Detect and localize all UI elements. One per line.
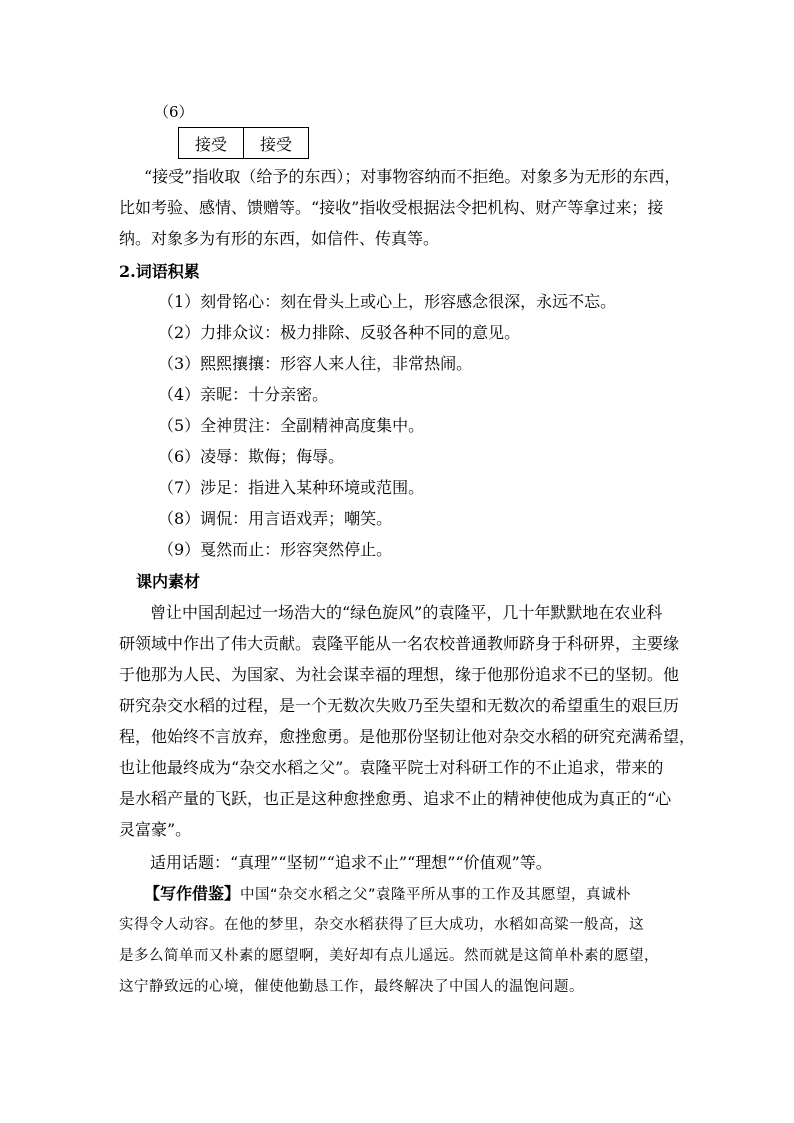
material-line: 程，他始终不言放弃，愈挫愈勇。是他那份坚韧让他对杂交水稻的研究充满希望，	[119, 727, 696, 746]
material-line: 研究杂交水稻的过程，是一个无数次失败乃至失望和无数次的希望重生的艰巨历	[119, 696, 680, 715]
vocab-item: （3）熙熙攘攘：形容人来人往，非常热闹。	[158, 354, 473, 373]
writing-reference-line	[144, 884, 631, 905]
writing-reference-line: 是多么简单而又朴素的愿望啊，美好却有点儿遥远。然而就是这简单朴素的愿望，	[119, 948, 659, 964]
section-6-label: （6）	[154, 103, 194, 121]
material-line: 于他那为人民、为国家、为社会谋幸福的理想，缘于他那份追求不已的坚韧。他	[119, 665, 680, 684]
vocab-heading: 2.词语积累	[119, 262, 200, 281]
vocab-item: （4）亲昵：十分亲密。	[158, 385, 329, 404]
applicable-topics: 适用话题：“真理”“坚韧”“追求不止”“理想”“价值观”等。	[150, 853, 552, 872]
writing-reference-line: 实得令人动容。在他的梦里，杂交水稻获得了巨大成功，水稻如高粱一般高，这	[119, 917, 644, 933]
vocab-item: （6）凌辱：欺侮；侮辱。	[158, 447, 345, 466]
writing-reference-tag: 【写作借鉴】	[144, 884, 241, 903]
material-line: 曾让中国刮起过一场浩大的“绿色旋风”的袁隆平，几十年默默地在农业科	[150, 603, 663, 622]
word-cell-1: 接受	[179, 128, 244, 159]
word-cell-2: 接受	[244, 128, 309, 159]
vocab-item: （7）涉足：指进入某种环境或范围。	[158, 478, 425, 497]
material-line: 研领域中作出了伟大贡献。袁隆平能从一名农校普通教师跻身于科研界，主要缘	[119, 634, 680, 653]
vocab-item: （1）刻骨铭心：刻在骨头上或心上，形容感念很深，永远不忘。	[158, 292, 617, 311]
material-line: 也让他最终成为“杂交水稻之父”。袁隆平院士对科研工作的不止追求，带来的	[119, 758, 664, 777]
material-heading: 课内素材	[136, 572, 201, 591]
explanation-line: 比如考验、感情、馈赠等。“接收”指收受根据法令把机构、财产等拿过来；接	[119, 198, 664, 217]
explanation-line: “接受”指收取（给予的东西）；对事物容纳而不拒绝。对象多为无形的东西，	[144, 167, 681, 186]
material-line: 是水稻产量的飞跃，也正是这种愈挫愈勇、追求不止的精神使他成为真正的“心	[119, 789, 672, 808]
vocab-item: （8）调侃：用言语戏弄；嘲笑。	[158, 509, 393, 528]
writing-reference-text: 中国“杂交水稻之父”袁隆平所从事的工作及其愿望，真诚朴	[240, 887, 632, 903]
vocab-item: （5）全神贯注：全副精神高度集中。	[158, 416, 425, 435]
material-line: 灵富豪”。	[119, 820, 192, 839]
explanation-line: 纳。对象多为有形的东西，如信件、传真等。	[119, 229, 440, 248]
vocab-item: （2）力排众议：极力排除、反驳各种不同的意见。	[158, 323, 521, 342]
vocab-item: （9）戛然而止：形容突然停止。	[158, 540, 393, 559]
word-pair-table	[178, 127, 309, 159]
writing-reference-line: 这宁静致远的心境，催使他勤恳工作，最终解决了中国人的温饱问题。	[119, 979, 584, 995]
